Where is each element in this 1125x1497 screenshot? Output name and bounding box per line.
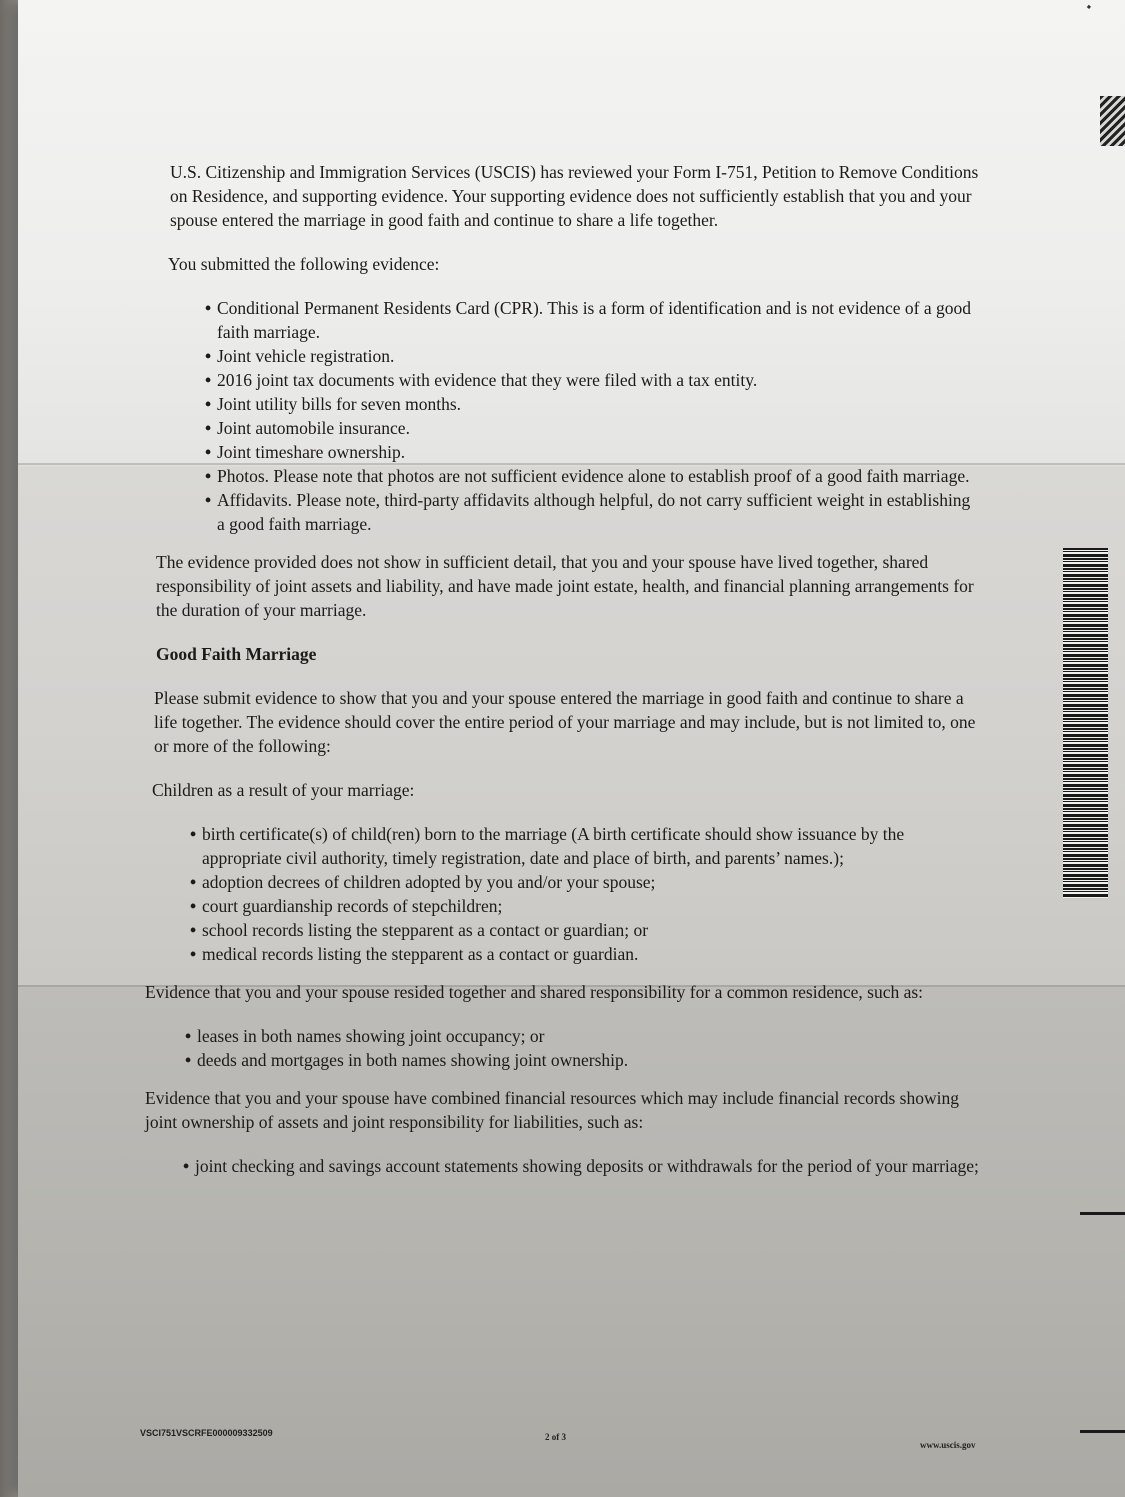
evidence-item-text: birth certificate(s) of child(ren) born to the marriage (A birth certificate should show issuance by the appropriate civil authority, timely registration, date and place of birth, and parents’ names.);	[202, 824, 905, 868]
bullet-icon: •	[205, 370, 212, 390]
evidence-item-text: deeds and mortgages in both names showing joint ownership.	[197, 1050, 629, 1070]
evidence-list-item	[205, 296, 980, 344]
bullet-icon: •	[205, 394, 212, 414]
evidence-list-item	[185, 1048, 980, 1072]
evidence-item-text: leases in both names showing joint occupancy; or	[197, 1026, 545, 1046]
evidence-item-text: adoption decrees of children adopted by you and/or your spouse;	[202, 872, 656, 892]
bullet-icon: •	[190, 920, 197, 940]
bullet-icon: •	[190, 824, 197, 844]
bullet-icon: •	[205, 298, 212, 318]
submitted-evidence-list	[150, 296, 980, 536]
bullet-icon: •	[205, 490, 212, 510]
request-paragraph: Please submit evidence to show that you and your spouse entered the marriage in good faith and continue to share a life together. The evidence should cover the entire period of your marriage and may include, but is not limited to, one or more of the following:	[154, 688, 976, 756]
document-code: VSCI751VSCRFE000009332509	[140, 1428, 273, 1438]
bullet-icon: •	[205, 442, 212, 462]
evidence-item-text: Joint utility bills for seven months.	[217, 394, 462, 414]
evidence-item-text: 2016 joint tax documents with evidence that they were filed with a tax entity.	[217, 370, 758, 390]
website-url: www.uscis.gov	[920, 1440, 976, 1450]
left-page-edge	[0, 0, 18, 1497]
evidence-item-text: Conditional Permanent Residents Card (CPR). This is a form of identification and is not evidence of a good faith marriage.	[217, 298, 971, 342]
financial-evidence-list	[150, 1154, 980, 1178]
barcode	[1063, 548, 1108, 898]
evidence-item-text: Photos. Please note that photos are not sufficient evidence alone to establish proof of a good faith marriage.	[217, 466, 970, 486]
bullet-icon: •	[205, 466, 212, 486]
evidence-item-text: joint checking and savings account statements showing deposits or withdrawals for the period of your marriage;	[195, 1156, 979, 1176]
bullet-icon: •	[190, 944, 197, 964]
bullet-icon: •	[185, 1050, 192, 1070]
evidence-list-item	[183, 1154, 980, 1178]
evidence-item-text: medical records listing the stepparent as a contact or guardian.	[202, 944, 639, 964]
intro-paragraph: U.S. Citizenship and Immigration Services (USCIS) has reviewed your Form I-751, Petition to Remove Conditions on Residence, and supporting evidence. Your supporting evidence does not sufficiently establish that you and your spouse entered the marriage in good faith and continue to share a life together.	[170, 162, 979, 230]
bullet-icon: •	[190, 896, 197, 916]
evidence-list-item	[205, 368, 980, 392]
evidence-list-item	[205, 464, 980, 488]
bullet-icon: •	[205, 346, 212, 366]
evidence-list-item	[190, 870, 980, 894]
residence-evidence-list	[150, 1024, 980, 1072]
children-intro: Children as a result of your marriage:	[152, 780, 415, 800]
page-number: 2 of 3	[545, 1432, 566, 1442]
margin-tick-mark	[1080, 1430, 1125, 1433]
evidence-item-text: Affidavits. Please note, third-party affidavits although helpful, do not carry sufficient weight in establishing a good faith marriage.	[217, 490, 971, 534]
margin-tick-mark	[1080, 1212, 1125, 1215]
evidence-item-text: Joint automobile insurance.	[217, 418, 410, 438]
bullet-icon: •	[183, 1156, 190, 1176]
bullet-icon: •	[190, 872, 197, 892]
bullet-icon: •	[185, 1026, 192, 1046]
evidence-item-text: Joint timeshare ownership.	[217, 442, 406, 462]
evidence-list-item	[205, 440, 980, 464]
insufficient-evidence-paragraph: The evidence provided does not show in sufficient detail, that you and your spouse have lived together, shared responsibility of joint assets and liability, and have made joint estate, health, and financial planning arrangements for the duration of your marriage.	[156, 552, 974, 620]
section-heading-good-faith-marriage: Good Faith Marriage	[156, 644, 317, 664]
evidence-list-item	[205, 488, 980, 536]
evidence-item-text: Joint vehicle registration.	[217, 346, 395, 366]
financial-intro: Evidence that you and your spouse have combined financial resources which may include financial records showing joint ownership of assets and joint responsibility for liabilities, such as:	[145, 1088, 959, 1132]
evidence-item-text: court guardianship records of stepchildren;	[202, 896, 503, 916]
evidence-list-item	[190, 894, 980, 918]
letter-body	[145, 160, 980, 1192]
evidence-list-item	[205, 416, 980, 440]
evidence-list-item	[190, 918, 980, 942]
evidence-list-item	[190, 822, 980, 870]
residence-intro: Evidence that you and your spouse resided together and shared responsibility for a common residence, such as:	[145, 982, 924, 1002]
evidence-list-item	[185, 1024, 980, 1048]
evidence-item-text: school records listing the stepparent as a contact or guardian; or	[202, 920, 649, 940]
submitted-evidence-intro: You submitted the following evidence:	[168, 254, 440, 274]
corner-hatched-mark	[1100, 96, 1125, 146]
evidence-list-item	[205, 344, 980, 368]
children-evidence-list	[150, 822, 980, 966]
bullet-icon: •	[205, 418, 212, 438]
evidence-list-item	[205, 392, 980, 416]
corner-stamp-mark: ▪	[1083, 0, 1096, 14]
evidence-list-item	[190, 942, 980, 966]
